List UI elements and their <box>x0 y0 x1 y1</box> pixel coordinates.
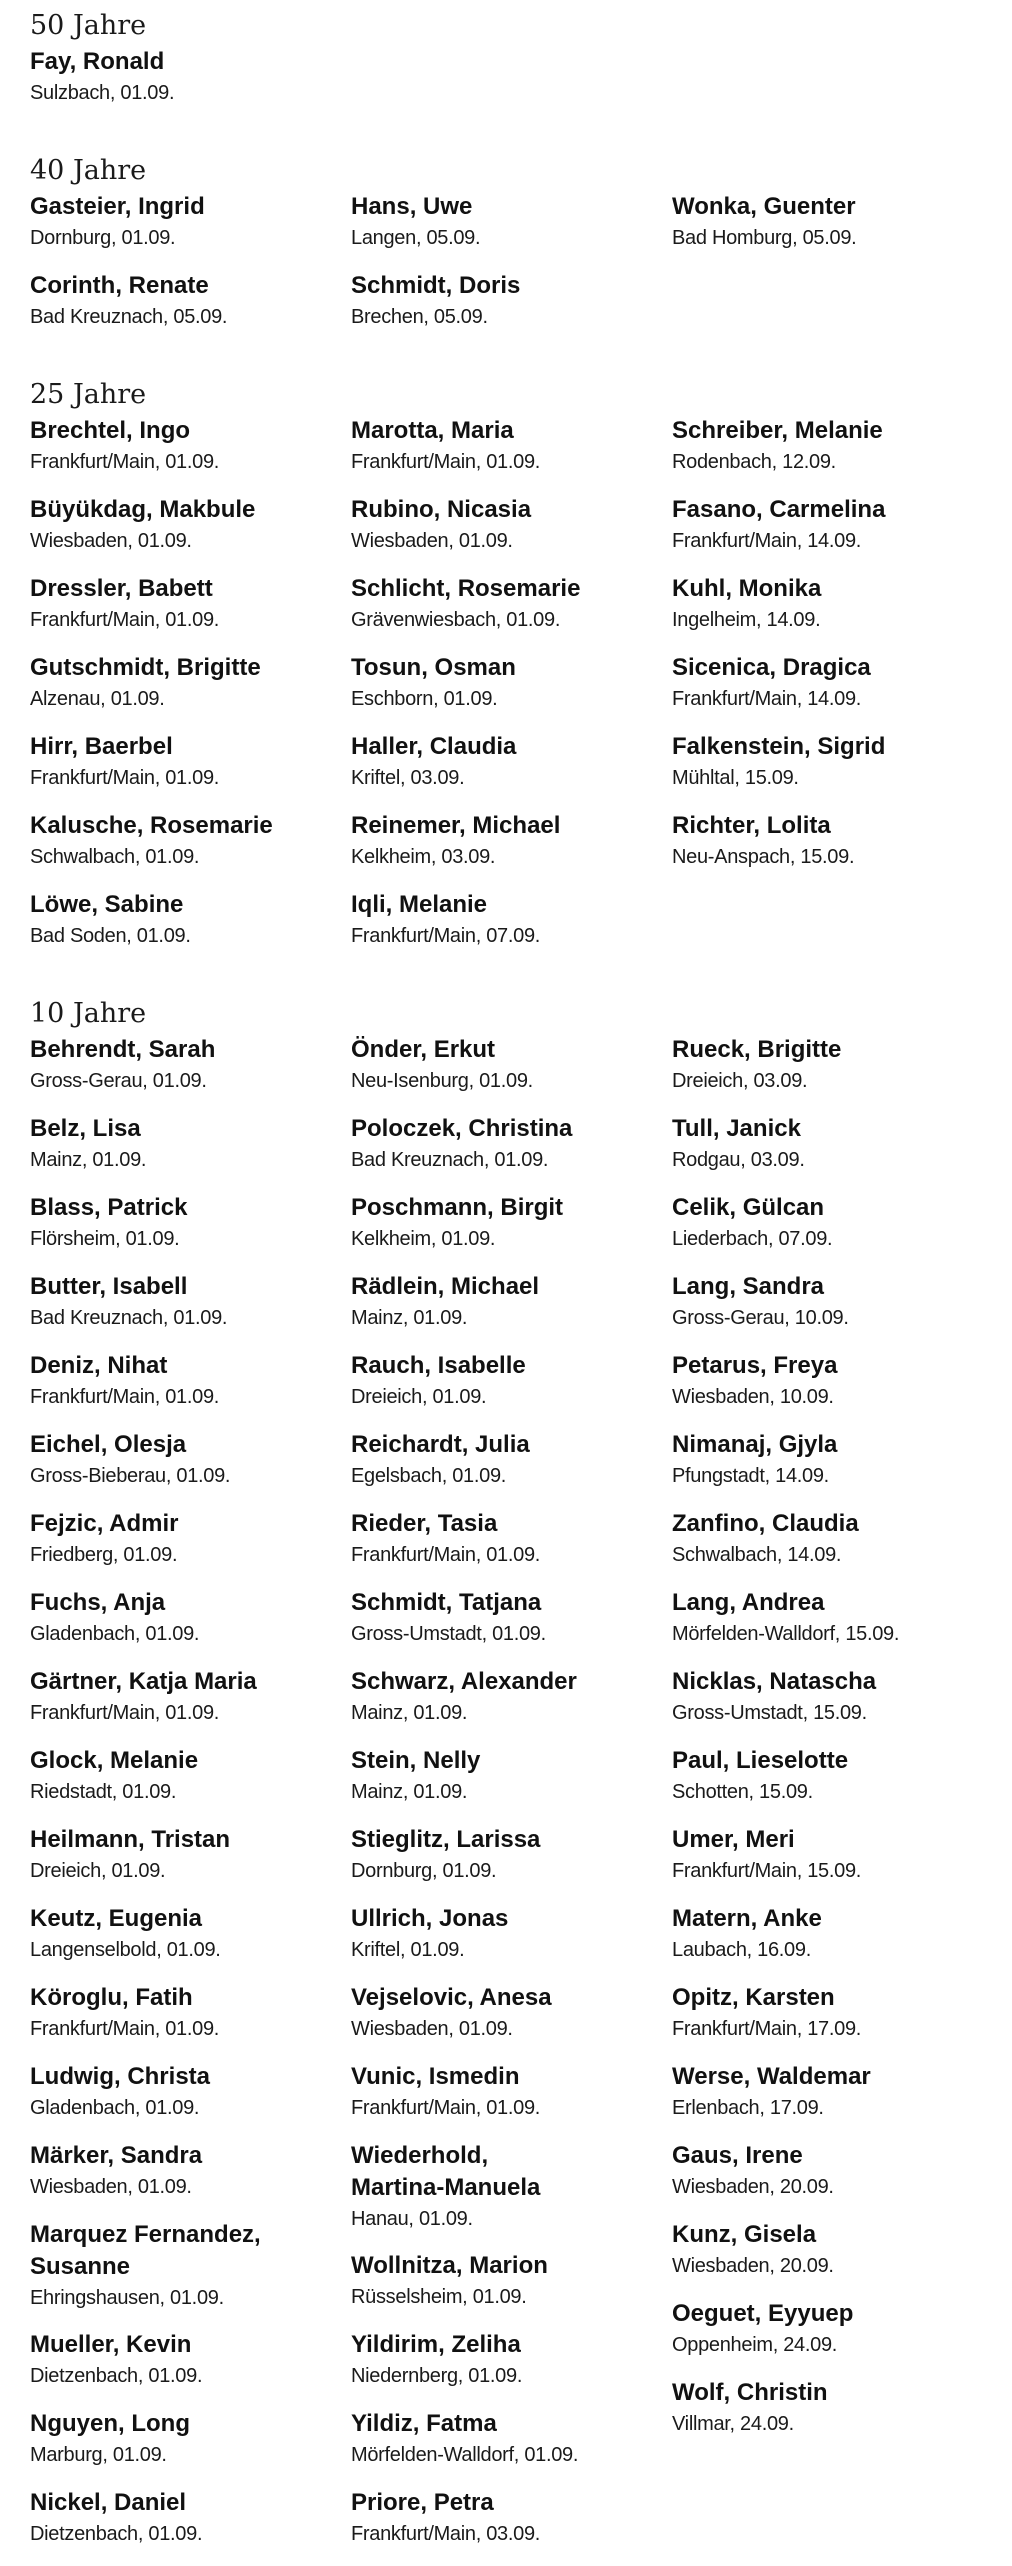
person-location-date: Frankfurt/Main, 01.09. <box>351 1544 541 1566</box>
person-name: Mueller, Kevin <box>30 2331 192 2358</box>
person-name: Gaus, Irene <box>672 2142 803 2169</box>
person-location-date: Mainz, 01.09. <box>351 1307 468 1329</box>
person-name: Schwarz, Alexander <box>351 1668 577 1695</box>
column <box>351 191 672 349</box>
person-entry <box>672 1350 993 1429</box>
person-location-date: Frankfurt/Main, 01.09. <box>30 451 220 473</box>
person-location-date: Wiesbaden, 01.09. <box>30 2176 192 2198</box>
person-location-date: Pfungstadt, 14.09. <box>672 1465 829 1487</box>
person-entry <box>351 2061 672 2140</box>
person-entry <box>351 1508 672 1587</box>
person-name: Kuhl, Monika <box>672 575 822 602</box>
person-location-date: Eschborn, 01.09. <box>351 688 498 710</box>
person-entry <box>30 1192 351 1271</box>
person-name: Lang, Andrea <box>672 1589 825 1616</box>
person-location-date: Wiesbaden, 01.09. <box>351 2018 513 2040</box>
person-entry <box>351 1113 672 1192</box>
person-location-date: Ehringshausen, 01.09. <box>30 2287 224 2309</box>
section-columns <box>30 191 982 349</box>
person-entry <box>351 1666 672 1745</box>
person-location-date: Mainz, 01.09. <box>30 1149 147 1171</box>
person-entry <box>30 2061 351 2140</box>
person-entry <box>30 889 351 968</box>
column <box>672 191 993 270</box>
person-location-date: Mainz, 01.09. <box>351 1781 468 1803</box>
person-name: Wonka, Guenter <box>672 193 856 220</box>
person-location-date: Frankfurt/Main, 01.09. <box>30 2018 220 2040</box>
person-location-date: Wiesbaden, 20.09. <box>672 2176 834 2198</box>
person-location-date: Frankfurt/Main, 01.09. <box>30 1702 220 1724</box>
person-name: Nickel, Daniel <box>30 2489 187 2516</box>
person-name: Paul, Lieselotte <box>672 1747 849 1774</box>
person-entry <box>351 2487 672 2566</box>
person-name: Eichel, Olesja <box>30 1431 187 1458</box>
person-entry <box>351 2408 672 2487</box>
column <box>30 415 351 968</box>
person-location-date: Dietzenbach, 01.09. <box>30 2523 203 2545</box>
person-location-date: Mörfelden-Walldorf, 15.09. <box>672 1623 900 1645</box>
person-location-date: Villmar, 24.09. <box>672 2413 794 2435</box>
person-name: Nimanaj, Gjyla <box>672 1431 838 1458</box>
person-location-date: Frankfurt/Main, 03.09. <box>351 2523 541 2545</box>
person-entry <box>30 1666 351 1745</box>
person-entry <box>30 731 351 810</box>
section-heading: 40 Jahre <box>30 155 147 186</box>
anniversary-section <box>30 377 982 968</box>
person-name: Opitz, Karsten <box>672 1984 835 2011</box>
person-location-date: Hanau, 01.09. <box>351 2208 473 2230</box>
person-entry <box>30 1429 351 1508</box>
section-columns <box>30 1034 982 2566</box>
person-name: Rädlein, Michael <box>351 1273 540 1300</box>
person-name: Celik, Gülcan <box>672 1194 825 1221</box>
person-location-date: Bad Kreuznach, 01.09. <box>30 1307 228 1329</box>
person-name: Matern, Anke <box>672 1905 822 1932</box>
person-name: Keutz, Eugenia <box>30 1905 203 1932</box>
person-entry <box>30 1982 351 2061</box>
column <box>351 1034 672 2566</box>
person-name: Fay, Ronald <box>30 48 165 75</box>
person-location-date: Dreieich, 01.09. <box>30 1860 166 1882</box>
person-location-date: Flörsheim, 01.09. <box>30 1228 180 1250</box>
person-location-date: Wiesbaden, 01.09. <box>30 530 192 552</box>
person-entry <box>672 2298 993 2377</box>
person-name: Kalusche, Rosemarie <box>30 812 273 839</box>
person-entry <box>30 810 351 889</box>
person-entry <box>351 1429 672 1508</box>
person-name: Dressler, Babett <box>30 575 213 602</box>
person-entry <box>672 1192 993 1271</box>
person-entry <box>351 415 672 494</box>
person-name: Falkenstein, Sigrid <box>672 733 886 760</box>
person-entry <box>30 1903 351 1982</box>
person-entry <box>351 494 672 573</box>
person-location-date: Gladenbach, 01.09. <box>30 1623 200 1645</box>
person-name: Wolf, Christin <box>672 2379 828 2406</box>
person-name: Iqli, Melanie <box>351 891 488 918</box>
person-location-date: Bad Kreuznach, 01.09. <box>351 1149 549 1171</box>
person-name: Rubino, Nicasia <box>351 496 532 523</box>
person-name: Richter, Lolita <box>672 812 831 839</box>
person-name: Märker, Sandra <box>30 2142 203 2169</box>
person-entry <box>672 2061 993 2140</box>
person-name: Umer, Meri <box>672 1826 795 1853</box>
person-location-date: Mainz, 01.09. <box>351 1702 468 1724</box>
person-location-date: Gladenbach, 01.09. <box>30 2097 200 2119</box>
person-entry <box>30 2140 351 2219</box>
person-entry <box>351 2329 672 2408</box>
person-name: Hirr, Baerbel <box>30 733 173 760</box>
person-name: Schlicht, Rosemarie <box>351 575 581 602</box>
person-location-date: Dornburg, 01.09. <box>30 227 176 249</box>
person-location-date: Brechen, 05.09. <box>351 306 488 328</box>
person-entry <box>351 191 672 270</box>
person-name: Butter, Isabell <box>30 1273 188 1300</box>
person-location-date: Niedernberg, 01.09. <box>351 2365 523 2387</box>
person-entry <box>351 1034 672 1113</box>
person-entry <box>30 2329 351 2408</box>
person-location-date: Rodenbach, 12.09. <box>672 451 836 473</box>
person-entry <box>351 270 672 349</box>
person-location-date: Frankfurt/Main, 01.09. <box>30 1386 220 1408</box>
person-location-date: Sulzbach, 01.09. <box>30 82 175 104</box>
person-location-date: Neu-Isenburg, 01.09. <box>351 1070 533 1092</box>
person-entry <box>351 731 672 810</box>
section-columns <box>30 46 982 125</box>
person-entry <box>672 810 993 889</box>
person-location-date: Gross-Gerau, 10.09. <box>672 1307 849 1329</box>
person-name: Köroglu, Fatih <box>30 1984 193 2011</box>
person-name: Wollnitza, Marion <box>351 2252 548 2279</box>
person-location-date: Gross-Umstadt, 15.09. <box>672 1702 867 1724</box>
person-entry <box>672 1666 993 1745</box>
person-location-date: Grävenwiesbach, 01.09. <box>351 609 561 631</box>
person-location-date: Riedstadt, 01.09. <box>30 1781 177 1803</box>
person-name: Poschmann, Birgit <box>351 1194 564 1221</box>
person-name: Stieglitz, Larissa <box>351 1826 541 1853</box>
person-entry <box>672 2140 993 2219</box>
person-name: Marotta, Maria <box>351 417 514 444</box>
person-entry <box>351 1350 672 1429</box>
person-entry <box>351 1745 672 1824</box>
person-entry <box>30 1745 351 1824</box>
person-location-date: Frankfurt/Main, 17.09. <box>672 2018 862 2040</box>
person-entry <box>30 1271 351 1350</box>
person-entry <box>672 2377 993 2456</box>
person-entry <box>30 46 351 125</box>
person-location-date: Schwalbach, 01.09. <box>30 846 200 868</box>
person-entry <box>351 2250 672 2329</box>
person-location-date: Bad Homburg, 05.09. <box>672 227 857 249</box>
person-entry <box>30 573 351 652</box>
section-heading: 25 Jahre <box>30 379 147 410</box>
person-entry <box>672 1903 993 1982</box>
person-location-date: Frankfurt/Main, 01.09. <box>351 2097 541 2119</box>
person-location-date: Kriftel, 01.09. <box>351 1939 465 1961</box>
person-entry <box>672 1429 993 1508</box>
person-name: Zanfino, Claudia <box>672 1510 859 1537</box>
person-name: Schmidt, Tatjana <box>351 1589 542 1616</box>
person-name: Blass, Patrick <box>30 1194 188 1221</box>
person-entry <box>351 1982 672 2061</box>
person-location-date: Dornburg, 01.09. <box>351 1860 497 1882</box>
person-name: Nicklas, Natascha <box>672 1668 877 1695</box>
person-entry <box>672 1271 993 1350</box>
person-name: Petarus, Freya <box>672 1352 838 1379</box>
person-entry <box>672 494 993 573</box>
person-location-date: Friedberg, 01.09. <box>30 1544 178 1566</box>
person-entry <box>672 573 993 652</box>
person-entry <box>30 1034 351 1113</box>
person-location-date: Gross-Umstadt, 01.09. <box>351 1623 546 1645</box>
person-location-date: Kelkheim, 01.09. <box>351 1228 496 1250</box>
person-name: Rueck, Brigitte <box>672 1036 842 1063</box>
person-entry <box>30 270 351 349</box>
person-location-date: Alzenau, 01.09. <box>30 688 165 710</box>
person-name: Gutschmidt, Brigitte <box>30 654 261 681</box>
anniversary-section <box>30 8 982 125</box>
person-name: Werse, Waldemar <box>672 2063 871 2090</box>
column <box>30 1034 351 2566</box>
person-entry <box>30 1113 351 1192</box>
person-name: Poloczek, Christina <box>351 1115 573 1142</box>
person-location-date: Wiesbaden, 20.09. <box>672 2255 834 2277</box>
person-name: Gärtner, Katja Maria <box>30 1668 257 1695</box>
person-entry <box>351 1271 672 1350</box>
person-name: Schmidt, Doris <box>351 272 521 299</box>
person-location-date: Ingelheim, 14.09. <box>672 609 821 631</box>
person-location-date: Dreieich, 01.09. <box>351 1386 487 1408</box>
person-entry <box>351 889 672 968</box>
person-location-date: Dietzenbach, 01.09. <box>30 2365 203 2387</box>
person-name: Belz, Lisa <box>30 1115 141 1142</box>
anniversary-section <box>30 153 982 349</box>
person-name: Ludwig, Christa <box>30 2063 210 2090</box>
person-entry <box>30 1508 351 1587</box>
person-entry <box>672 1982 993 2061</box>
person-name: Büyükdag, Makbule <box>30 496 256 523</box>
person-location-date: Frankfurt/Main, 01.09. <box>30 609 220 631</box>
person-entry <box>30 2487 351 2566</box>
person-name: Nguyen, Long <box>30 2410 190 2437</box>
person-location-date: Langen, 05.09. <box>351 227 481 249</box>
person-location-date: Bad Soden, 01.09. <box>30 925 191 947</box>
person-name: Tosun, Osman <box>351 654 516 681</box>
person-entry <box>30 494 351 573</box>
person-location-date: Mörfelden-Walldorf, 01.09. <box>351 2444 579 2466</box>
column <box>30 191 351 349</box>
person-name: Hans, Uwe <box>351 193 473 220</box>
section-heading: 50 Jahre <box>30 10 147 41</box>
person-name: Sicenica, Dragica <box>672 654 871 681</box>
person-name: Brechtel, Ingo <box>30 417 191 444</box>
person-name: Corinth, Renate <box>30 272 209 299</box>
person-entry <box>30 2219 351 2329</box>
person-entry <box>351 2140 672 2250</box>
person-name: Fasano, Carmelina <box>672 496 886 523</box>
person-entry <box>351 573 672 652</box>
person-name: Stein, Nelly <box>351 1747 481 1774</box>
column <box>30 46 351 125</box>
person-entry <box>672 1113 993 1192</box>
person-name: Fuchs, Anja <box>30 1589 166 1616</box>
person-name: Deniz, Nihat <box>30 1352 168 1379</box>
person-name: Marquez Fernandez, Susanne <box>30 2221 261 2280</box>
person-location-date: Schotten, 15.09. <box>672 1781 813 1803</box>
person-entry <box>672 415 993 494</box>
person-name: Lang, Sandra <box>672 1273 825 1300</box>
person-entry <box>30 1824 351 1903</box>
person-location-date: Mühltal, 15.09. <box>672 767 799 789</box>
person-location-date: Kriftel, 03.09. <box>351 767 465 789</box>
person-entry <box>672 1587 993 1666</box>
anniversary-section <box>30 996 982 2566</box>
column <box>351 415 672 968</box>
person-entry <box>30 2408 351 2487</box>
person-entry <box>672 2219 993 2298</box>
person-name: Rieder, Tasia <box>351 1510 498 1537</box>
person-location-date: Frankfurt/Main, 07.09. <box>351 925 541 947</box>
person-location-date: Bad Kreuznach, 05.09. <box>30 306 228 328</box>
person-location-date: Kelkheim, 03.09. <box>351 846 496 868</box>
person-name: Gasteier, Ingrid <box>30 193 205 220</box>
person-name: Reinemer, Michael <box>351 812 561 839</box>
person-name: Heilmann, Tristan <box>30 1826 231 1853</box>
person-entry <box>30 415 351 494</box>
person-name: Vejselovic, Anesa <box>351 1984 552 2011</box>
person-name: Wiederhold, Martina-Manuela <box>351 2142 541 2201</box>
person-location-date: Erlenbach, 17.09. <box>672 2097 824 2119</box>
person-name: Priore, Petra <box>351 2489 494 2516</box>
person-entry <box>672 1508 993 1587</box>
person-name: Kunz, Gisela <box>672 2221 817 2248</box>
person-name: Ullrich, Jonas <box>351 1905 509 1932</box>
person-location-date: Frankfurt/Main, 01.09. <box>351 451 541 473</box>
person-location-date: Neu-Anspach, 15.09. <box>672 846 855 868</box>
person-name: Behrendt, Sarah <box>30 1036 216 1063</box>
person-entry <box>351 652 672 731</box>
person-entry <box>672 731 993 810</box>
person-entry <box>672 652 993 731</box>
person-entry <box>672 191 993 270</box>
person-location-date: Wiesbaden, 01.09. <box>351 530 513 552</box>
person-location-date: Gross-Bieberau, 01.09. <box>30 1465 231 1487</box>
person-name: Reichardt, Julia <box>351 1431 530 1458</box>
person-location-date: Frankfurt/Main, 14.09. <box>672 530 862 552</box>
person-location-date: Gross-Gerau, 01.09. <box>30 1070 207 1092</box>
person-entry <box>30 1350 351 1429</box>
person-location-date: Frankfurt/Main, 14.09. <box>672 688 862 710</box>
person-entry <box>672 1824 993 1903</box>
person-entry <box>351 1587 672 1666</box>
person-name: Fejzic, Admir <box>30 1510 179 1537</box>
person-name: Yildirim, Zeliha <box>351 2331 521 2358</box>
person-name: Glock, Melanie <box>30 1747 199 1774</box>
person-location-date: Rüsselsheim, 01.09. <box>351 2286 527 2308</box>
person-name: Haller, Claudia <box>351 733 517 760</box>
person-location-date: Oppenheim, 24.09. <box>672 2334 838 2356</box>
person-entry <box>351 1192 672 1271</box>
person-entry <box>672 1034 993 1113</box>
person-name: Önder, Erkut <box>351 1036 496 1063</box>
person-location-date: Schwalbach, 14.09. <box>672 1544 842 1566</box>
person-name: Vunic, Ismedin <box>351 2063 520 2090</box>
person-name: Oeguet, Eyyuep <box>672 2300 854 2327</box>
person-location-date: Frankfurt/Main, 15.09. <box>672 1860 862 1882</box>
person-location-date: Wiesbaden, 10.09. <box>672 1386 834 1408</box>
person-entry <box>351 1903 672 1982</box>
person-name: Rauch, Isabelle <box>351 1352 526 1379</box>
person-entry <box>351 810 672 889</box>
person-name: Schreiber, Melanie <box>672 417 883 444</box>
person-location-date: Marburg, 01.09. <box>30 2444 167 2466</box>
person-entry <box>30 652 351 731</box>
person-location-date: Dreieich, 03.09. <box>672 1070 808 1092</box>
person-location-date: Langenselbold, 01.09. <box>30 1939 221 1961</box>
section-columns <box>30 415 982 968</box>
column <box>672 1034 993 2456</box>
person-name: Yildiz, Fatma <box>351 2410 497 2437</box>
person-location-date: Laubach, 16.09. <box>672 1939 811 1961</box>
person-location-date: Liederbach, 07.09. <box>672 1228 833 1250</box>
column <box>672 415 993 889</box>
person-location-date: Egelsbach, 01.09. <box>351 1465 507 1487</box>
person-entry <box>30 191 351 270</box>
person-name: Tull, Janick <box>672 1115 801 1142</box>
section-heading: 10 Jahre <box>30 998 147 1029</box>
person-name: Löwe, Sabine <box>30 891 184 918</box>
person-entry <box>30 1587 351 1666</box>
person-entry <box>672 1745 993 1824</box>
person-entry <box>351 1824 672 1903</box>
person-location-date: Rodgau, 03.09. <box>672 1149 805 1171</box>
person-location-date: Frankfurt/Main, 01.09. <box>30 767 220 789</box>
